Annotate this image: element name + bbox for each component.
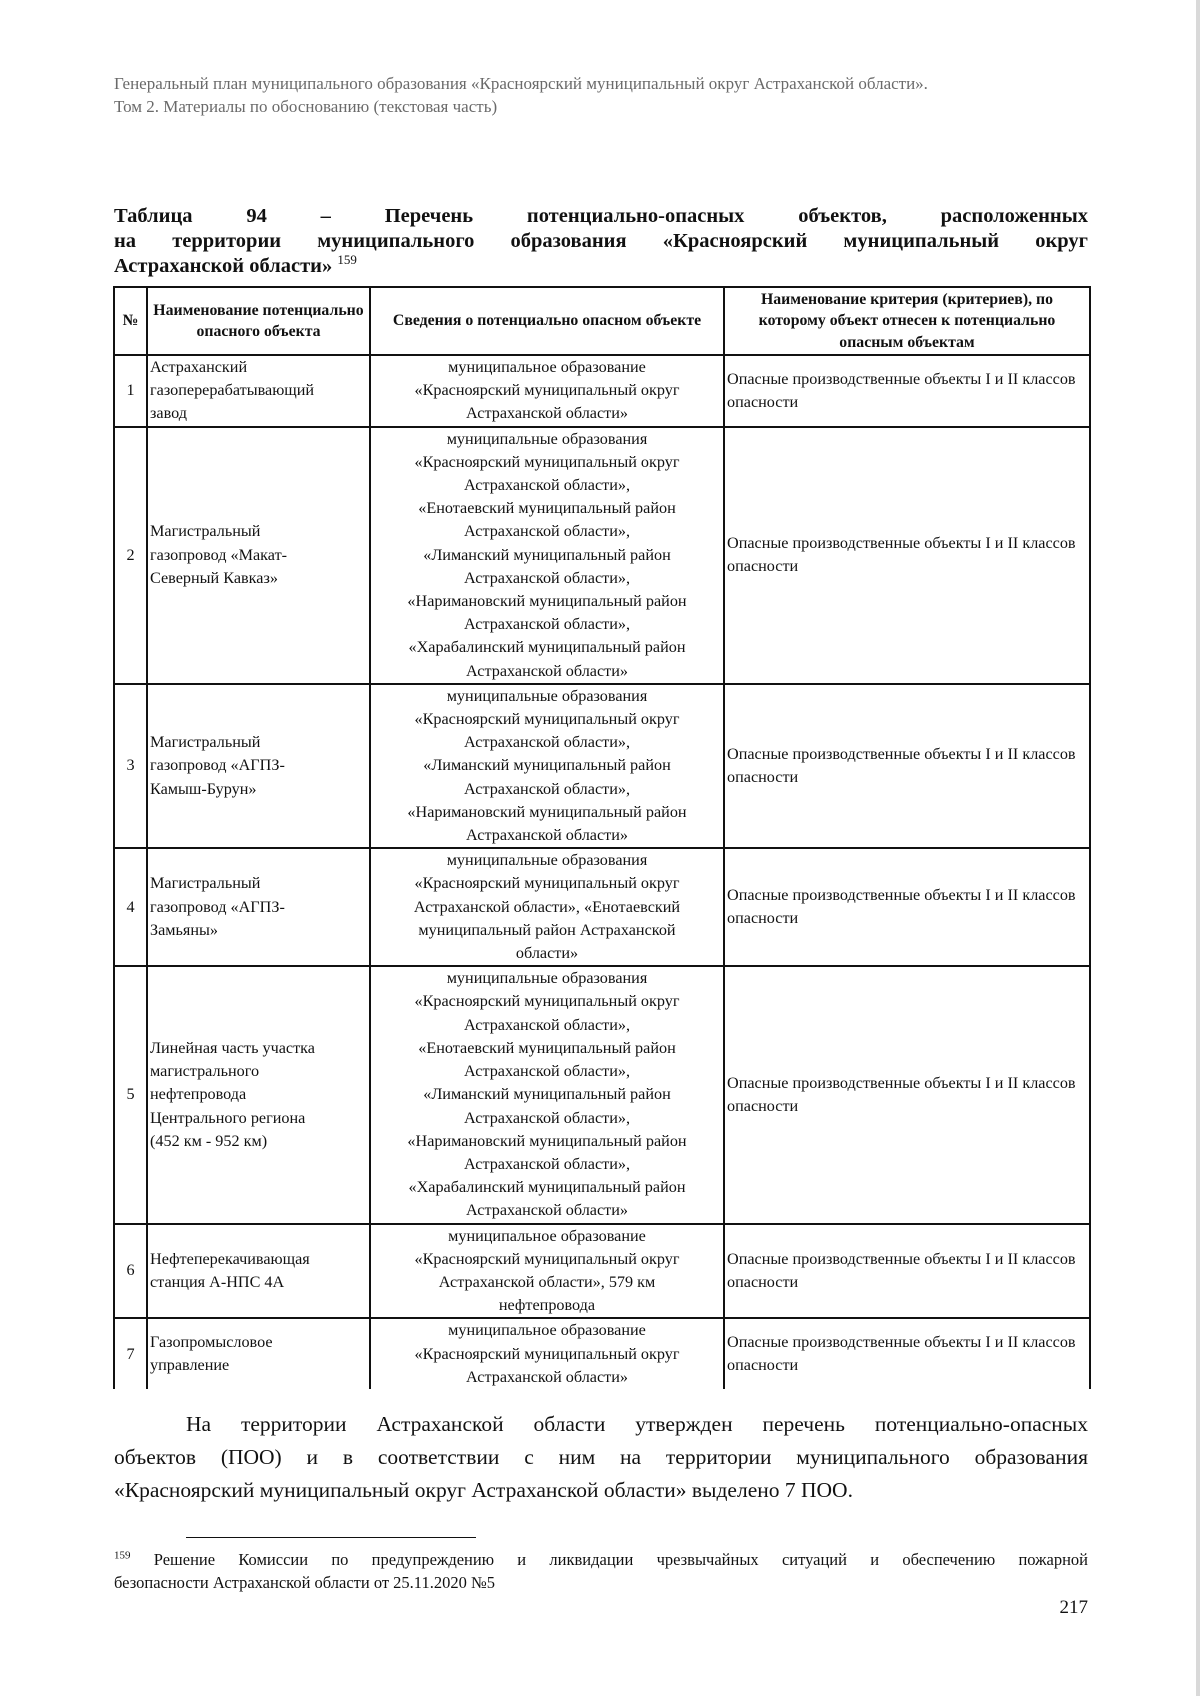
object-info-line: «Красноярский муниципальный округ [414,452,680,471]
header-criteria: Наименование критерия (критериев), по которому объект отнесен к потенциально опасным объектам [724,287,1090,355]
object-info-line: муниципальное образование [448,358,646,376]
header-info: Сведения о потенциально опасном объекте [370,287,724,355]
cell-num: 7 [114,1318,147,1389]
object-info-line: Астраханской области» [466,826,628,845]
cell-num: 4 [114,848,147,966]
cell-criteria: Опасные производственные объекты I и II классов опасности [724,848,1090,966]
object-info-line: «Енотаевский муниципальный район [418,1038,676,1057]
object-info-line: Астраханской области» [466,1201,628,1220]
table-body [114,355,1090,1389]
object-info-line: нефтепровода [498,1296,596,1315]
object-info-line: «Лиманский муниципальный район [423,1085,671,1104]
object-info-line: Астраханской области», [463,522,631,541]
object-name-line: Северный Кавказ» [150,568,278,587]
cell-criteria: Опасные производственные объекты I и II классов опасности [724,355,1090,427]
object-info-line: Астраханской области», [463,779,631,798]
cell-criteria: Опасные производственные объекты I и II классов опасности [724,1318,1090,1389]
object-name-line: газоперерабатывающий [150,381,315,400]
footnote-line-2: безопасности Астраханской области от 25.11.2020 №5 [114,1573,495,1592]
object-info-line: «Красноярский муниципальный округ [414,874,680,893]
header-line-1: Генеральный план муниципального образования «Красноярский муниципальный округ Астраханской области». [114,74,928,93]
object-name-line: станция А-НПС 4А [150,1272,285,1291]
table-row [114,1318,1090,1389]
footnote-line-1: Решение Комиссии по предупреждению и ликвидации чрезвычайных ситуаций и обеспечению пожарной [130,1550,1088,1569]
page-number: 217 [1059,1597,1088,1618]
cell-object-name [147,848,370,966]
object-info-line: Астраханской области» [466,404,628,423]
object-info-line: «Енотаевский муниципальный район [418,499,676,518]
object-info-line: муниципальное образование [448,1226,646,1245]
object-info-line: «Наримановский муниципальный район [407,802,687,821]
object-info-line: «Харабалинский муниципальный район [408,638,686,657]
cell-object-name [147,684,370,848]
object-name-line: газопровод «АГПЗ- [150,897,285,916]
cell-object-name [147,1318,370,1389]
object-name-line: Нефтеперекачивающая [150,1249,310,1268]
hazardous-objects-table [113,286,1091,1389]
object-name-line: Центрального региона [150,1108,306,1127]
object-info-line: «Харабалинский муниципальный район [408,1178,686,1197]
cell-num: 6 [114,1224,147,1319]
table-row [114,355,1090,427]
object-info-line: муниципальные образования [446,429,648,448]
paragraph-line-2: объектов (ПОО) и в соответствии с ним на территории муниципального образования [114,1445,1088,1469]
object-name-line: Магистральный [150,733,261,752]
cell-object-name [147,427,370,684]
object-info-line: Астраханской области», [463,568,631,587]
footnote-separator [186,1537,476,1538]
object-info-line: области» [515,944,579,963]
table-header-row [114,287,1090,355]
cell-criteria: Опасные производственные объекты I и II классов опасности [724,684,1090,848]
cell-object-name [147,355,370,427]
cell-object-info [370,684,724,848]
object-info-line: «Наримановский муниципальный район [407,592,687,611]
object-name-line: Замьяны» [150,920,218,939]
object-info-line: муниципальные образования [446,969,648,988]
object-info-line: Астраханской области», [463,1108,631,1127]
paragraph-line-3: «Красноярский муниципальный округ Астраханской области» выделено 7 ПОО. [114,1478,853,1502]
cell-criteria: Опасные производственные объекты I и II классов опасности [724,1224,1090,1319]
header-line-2: Том 2. Материалы по обоснованию (текстовая часть) [114,97,498,116]
object-name-line: магистрального [150,1062,260,1081]
page-edge [1196,0,1200,1696]
object-info-line: «Красноярский муниципальный округ [414,992,680,1011]
caption-line-3-wrap [114,254,1088,279]
header-num: № [114,287,147,355]
object-info-line: Астраханской области», «Енотаевский [413,897,681,916]
object-info-line: «Наримановский муниципальный район [407,1131,687,1150]
footnote-line-1-wrap [114,1548,1088,1571]
cell-object-info [370,1224,724,1319]
object-info-line: «Красноярский муниципальный округ [414,710,680,729]
cell-object-info [370,1318,724,1389]
cell-criteria: Опасные производственные объекты I и II классов опасности [724,966,1090,1223]
object-info-line: муниципальное образование [448,1321,646,1340]
object-name-line: газопровод «Макат- [150,545,288,564]
caption-line-1: Таблица 94 – Перечень потенциально-опасных объектов, расположенных [114,205,1088,227]
object-name-line: завод [150,404,187,423]
object-name-line: управление [150,1356,230,1375]
object-name-line: Газопромысловое [150,1332,273,1351]
cell-object-info [370,427,724,684]
object-info-line: «Красноярский муниципальный округ [414,1249,680,1268]
object-name-line: газопровод «АГПЗ- [150,756,285,775]
table-row [114,1224,1090,1319]
header-name: Наименование потенциально опасного объекта [147,287,370,355]
object-name-line: Магистральный [150,874,261,893]
document-header [114,72,1089,118]
object-info-line: муниципальный район Астраханской [418,920,676,939]
object-name-line: Камыш-Бурун» [150,779,257,798]
object-name-line: Астраханский [150,358,248,376]
cell-num: 3 [114,684,147,848]
object-name-line: нефтепровода [150,1085,247,1104]
footnote [114,1548,1088,1594]
object-info-line: муниципальные образования [446,686,648,705]
object-info-line: Астраханской области», [463,733,631,752]
cell-num: 1 [114,355,147,427]
caption-footnote-ref: 159 [337,252,357,268]
table-row [114,848,1090,966]
object-info-line: Астраханской области», 579 км [438,1272,656,1291]
object-info-line: «Лиманский муниципальный район [423,545,671,564]
cell-object-info [370,966,724,1223]
cell-object-info [370,848,724,966]
object-info-line: «Лиманский муниципальный район [423,756,671,775]
object-name-line: Линейная часть участка [150,1038,315,1057]
table-row [114,427,1090,684]
table-caption [114,204,1088,279]
cell-object-name [147,966,370,1223]
object-name-line: (452 км - 952 км) [150,1131,268,1150]
summary-paragraph [114,1408,1088,1507]
caption-line-2: на территории муниципального образования «Красноярский муниципальный округ [114,230,1088,252]
table-row [114,966,1090,1223]
cell-num: 2 [114,427,147,684]
object-info-line: муниципальные образования [446,851,648,870]
cell-criteria: Опасные производственные объекты I и II классов опасности [724,427,1090,684]
table-row [114,684,1090,848]
cell-num: 5 [114,966,147,1223]
object-info-line: «Красноярский муниципальный округ [414,381,680,400]
object-info-line: Астраханской области» [466,1367,628,1386]
object-info-line: «Красноярский муниципальный округ [414,1344,680,1363]
object-info-line: Астраханской области», [463,615,631,634]
cell-object-info [370,355,724,427]
object-info-line: Астраханской области», [463,1154,631,1173]
cell-object-name [147,1224,370,1319]
object-info-line: Астраханской области», [463,1015,631,1034]
object-info-line: Астраханской области», [463,476,631,495]
paragraph-line-1: На территории Астраханской области утвержден перечень потенциально-опасных [186,1412,1088,1436]
footnote-number: 159 [114,1549,131,1562]
object-name-line: Магистральный [150,522,261,541]
object-info-line: Астраханской области», [463,1062,631,1081]
caption-line-3: Астраханской области» [114,255,333,277]
object-info-line: Астраханской области» [466,661,628,680]
